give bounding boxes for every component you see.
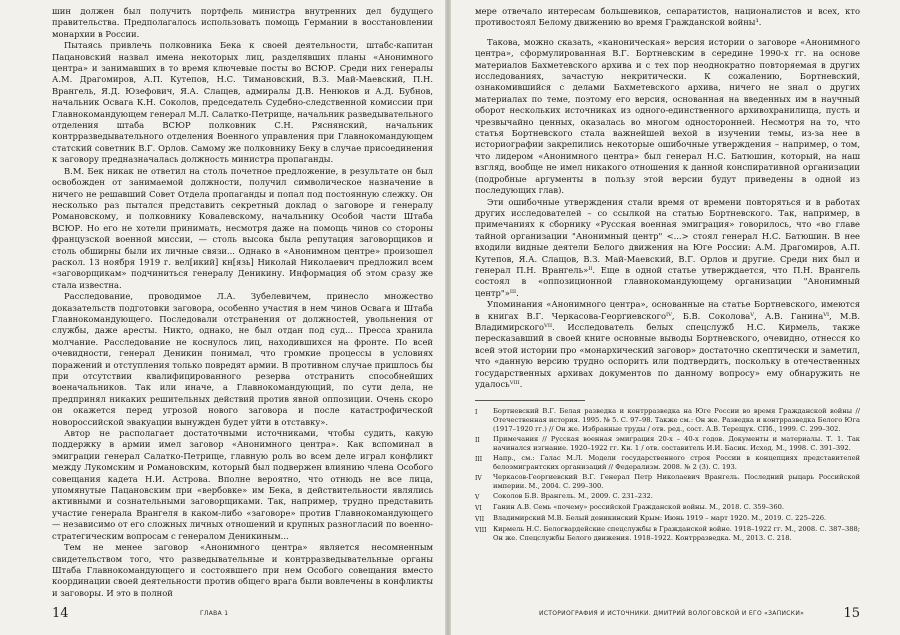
paragraph: Пытаясь привлечь полковника Бека к своей деятельности, штабс-капитан Пацановский назвал имена некоторых лиц, разделявших планы «Анонимного центра» и занимавших в то время ключевые посты во ВСЮР. Среди них генералы А.М. Драгомиров, А.П. Кутепов, Н.С. Тимановский, В.З. Май-Маевский, П.Н. Врангель, Я.Д. Юзефович, Я.А. Слащев, адмиралы Д.В. Ненюков и А.Д. Бубнов, начальник Освага К.Н. Соколов, председатель Судебно-следственной комиссии при Главнокомандующем генерал М.Л. Салатко-Петрище, начальник разведывательного отделения штаба ВСЮР полковник С.Н. Ряснянский, начальник контрразведывательного отделения Военного управления при Главнокомандующем статский советник В.Г. Орлов. Самому же полковнику Беку в случае присоединения к заговору предназначалась должность министра пропаганды. (52, 40, 433, 165)
paragraph: Такова, можно сказать, «каноническая» версия истории о заговоре «Анонимного центра», сформулированная В.Г. Бортневским в середине 1990-х гг. на основе материалов Бахметевского архива и с тех пор неоднократно повторяемая в других исследованиях, зачастую некритически. К сожалению, Бортневский, ознакомившийся с делами Бахметевского архива, ничего не знал о других материалах по теме, поэтому его версия, основанная на введенных им в научный оборот нескольких источниках из одного-единственного архивохранилища, пусть и чрезвычайно ценных, оказалась во многом односторонней. Несмотря на то, что статья Бортневского стала важнейшей вехой в изучении темы, из-за нее в историографии закрепились некоторые ошибочные утверждения – например, о том, что лидером «Анонимного центра» был генерал Н.С. Батюшин, который, на наш взгляд, вообще не имел никакого отношения к данной конспиративной организации (подробные аргументы в пользу этой версии будут приведены в одной из последующих глав). (475, 36, 860, 196)
footnote-text: Бортневский В.Г. Белая разведка и контрразведка на Юге России во время Гражданской войны // Отечественная история. 1995. № 5. С. 97–98. Также см.: Он же. Разведка и контрразведка Белого Юга (1917–1920 гг.) // Он же. Избранные труды / отв. ред., сост. А.В. Терещук. СПб., 1999. С. 299–302. (493, 407, 860, 434)
footnote-number: II (475, 437, 480, 445)
footnote-number: VII (475, 516, 485, 524)
paragraph: мере отвечало интересам большевиков, сепаратистов, националистов и всех, кто противостоял Белому движению во время Гражданской войны¹. (475, 6, 860, 28)
footnote-number: VIII (475, 527, 487, 535)
paragraph: Тем не менее заговор «Анонимного центра» является несомненным свидетельством того, что разведывательные и контрразведывательные органы Штаба Главнокомандующего и состоявшего при нем Особого совещания вместо координации своей деятельности против общего врага были вовлечены в конфликты и заговоры. И это в полной (52, 542, 433, 598)
footnote-number: IV (475, 475, 482, 483)
footnote-number: VI (475, 505, 482, 513)
footnote-text: Владимирский М.В. Белый деникинский Крым: Июнь 1919 – март 1920. М., 2019. С. 225–226. (493, 514, 827, 523)
paragraph: Упоминания «Анонимного центра», основанные на статье Бортневского, имеются в книгах В.Г. Черкасова-Георгиевскогоᴵⱽ, Б.В. Соколоваⱽ, А.В. Ганинаⱽᴵ, М.В. Владимирскогоⱽᴵᴵ. Исследователь белых спецслужб Н.С. Кирмель, также пересказавший в своей книге основные выводы Бортневского, очевидно, отнесся ко всей этой истории про «монархический заговор» достаточно скептически и заметил, что «данную версию трудно оспорить или подтвердить, поскольку в отечественных государственных архивах документов по данному вопросу» ему обнаружить не удалосьⱽᴵᴵᴵ. (475, 299, 860, 389)
left-page (0, 0, 445, 635)
footnote (475, 525, 860, 543)
paragraph: В.М. Бек никак не ответил на столь почетное предложение, в результате он был освобожден от занимаемой должности, получил символическое назначение в ничего не решавший Совет Отдела пропаганды и попал под постоянную слежку. Он несколько раз пытался представить секретный доклад о заговоре и генералу Романовскому, и полковнику Ковалевскому, начальнику Особой части Штаба ВСЮР. Но его не хотели принимать, несмотря даже на помощь чинов со стороны французской военной миссии, — столь высока была репутация заговорщиков и столь обширны были их личные связи... Однако в «Анонимном центре» произошел раскол. 13 ноября 1919 г. вел[икий] кн[язь] Николай Николаевич предложил всем «заговорщикам» подчиниться генералу Деникину. Информация об этом сразу же стала известна. (52, 165, 433, 290)
footnote-number: I (475, 409, 478, 417)
footnote-text: Черкасов-Георгиевский В.Г. Генерал Петр Николаевич Врангель. Последний рыцарь Российской империи. М., 2004. С. 299–300. (493, 473, 860, 491)
running-head: ГЛАВА 1 (200, 610, 229, 617)
footnote (475, 473, 860, 491)
paragraph: Эти ошибочные утверждения стали время от времени повторяться и в работах других исследователей – со ссылкой на статью Бортневского. Так, например, в примечаниях к сборнику «Русская военная эмиграция» говорилось, что «во главе тайной организации "Анонимный центр" <...> стоял генерал Н.С. Батюшин. В нее входили видные деятели Белого движения на Юге России: А.М. Драгомиров, А.П. Кутепов, Я.А. Слащов, В.З. Май-Маевский, В.Г. Орлов и другие. Среди них был и генерал П.Н. Врангель»ᴵᴵ. Еще в одной статье утверждается, что П.Н. Врангель состоял в «оппозиционной главнокомандующему организации "Анонимный центр"»ᴵᴵᴵ. (475, 196, 860, 298)
footnote-text: Соколов Б.В. Врангель. М., 2009. С. 231–232. (493, 492, 653, 501)
footnote (475, 454, 860, 472)
footnote-text: Примечания // Русская военная эмиграция 20-х – 40-х годов. Документы и материалы. Т. 1. Так начинался изгнание. 1920–1922 гг. Кн. 1 / отв. составитель И.И. Басик. Исход. М., 1998. С. 391–392. (493, 435, 860, 453)
footnote (475, 435, 860, 453)
footnote-number: V (475, 494, 480, 502)
footnote (475, 503, 860, 513)
left-page-text (52, 6, 433, 599)
page-number: 14 (52, 606, 69, 621)
footnote-text: Напр., см.: Галас М.Л. Модели государственного строя России в концепциях представителей белоэмигрантских организаций // Федерализм. 2008. № 2 (3). С. 193. (493, 454, 860, 472)
footnote (475, 407, 860, 434)
paragraph: шин должен был получить портфель министра внутренних дел будущего правительства. Предполагалось использовать помощь Германии в восстановлении монархии в России. (52, 6, 433, 39)
footnote-number: III (475, 456, 483, 464)
footnote (475, 492, 860, 502)
footnote-text: Кирмель Н.С. Белогвардейские спецслужбы в Гражданской войне. 1918–1922 гг. М., 2008. С. 387–388; Он же. Спецслужбы Белого движения. 1918–1922. Контрразведка. М., 2013. С. 218. (493, 525, 860, 543)
footnote-text: Ганин А.В. Семь «почему» российской Гражданской войны. М., 2018. С. 359–360. (493, 503, 784, 512)
right-page-text (475, 6, 860, 544)
footnote (475, 514, 860, 524)
footnote-rule (475, 400, 585, 401)
running-head: ИСТОРИОГРАФИЯ И ИСТОЧНИКИ. ДМИТРИЙ ВОЛОГОВСКОЙ И ЕГО «ЗАПИСКИ» (539, 610, 805, 617)
paragraph: Расследование, проводимое Л.А. Зубелевичем, принесло множество доказательств подготовки заговора, особенно участия в нем чинов Освага и Штаба Главнокомандующего. Последовали отстранения от должностей, увольнения от службы, даже аресты. Никто, однако, не был отдан под суд... Пресса хранила молчание. Расследование не коснулось лиц, находившихся на фронте. По всей очевидности, генерал Деникин понимал, что громкие процессы в условиях поражений и отступления только повредят армии. В противном случае пришлось бы при отсутствии квалифицированного резерва отстранить способнейших военачальников. Так или иначе, а Главнокомандующий, по сути дела, не предпринял никаких решительных действий против явной оппозиции. Очень скоро он окажется перед угрозой нового заговора и после катастрофической новороссийской эвакуации вынужден будет уйти в отставку». (52, 291, 433, 427)
paragraph: Автор не располагает достаточными источниками, чтобы судить, какую поддержку в армии имел заговор «Анонимного центра». Как вспоминал в эмиграции генерал Салатко-Петрище, главную роль во всем деле играл конфликт между Лукомским и Романовским, который был подвержен влиянию члена Особого совещания кадета Н.И. Астрова. Вполне вероятно, что отнюдь не все лица, упомянутые Пацановским при «вербовке» им Бека, в действительности являлись активными и сознательными заговорщиками. Так, например, трудно представить участие генерала Врангеля в каком-либо «заговоре» против Главнокомандующего — независимо от его сложных личных отношений и крупных разногласий по военно-стратегическим вопросам с генералом Деникиным... (52, 428, 434, 541)
right-page (451, 0, 900, 635)
page-number: 15 (843, 606, 860, 621)
